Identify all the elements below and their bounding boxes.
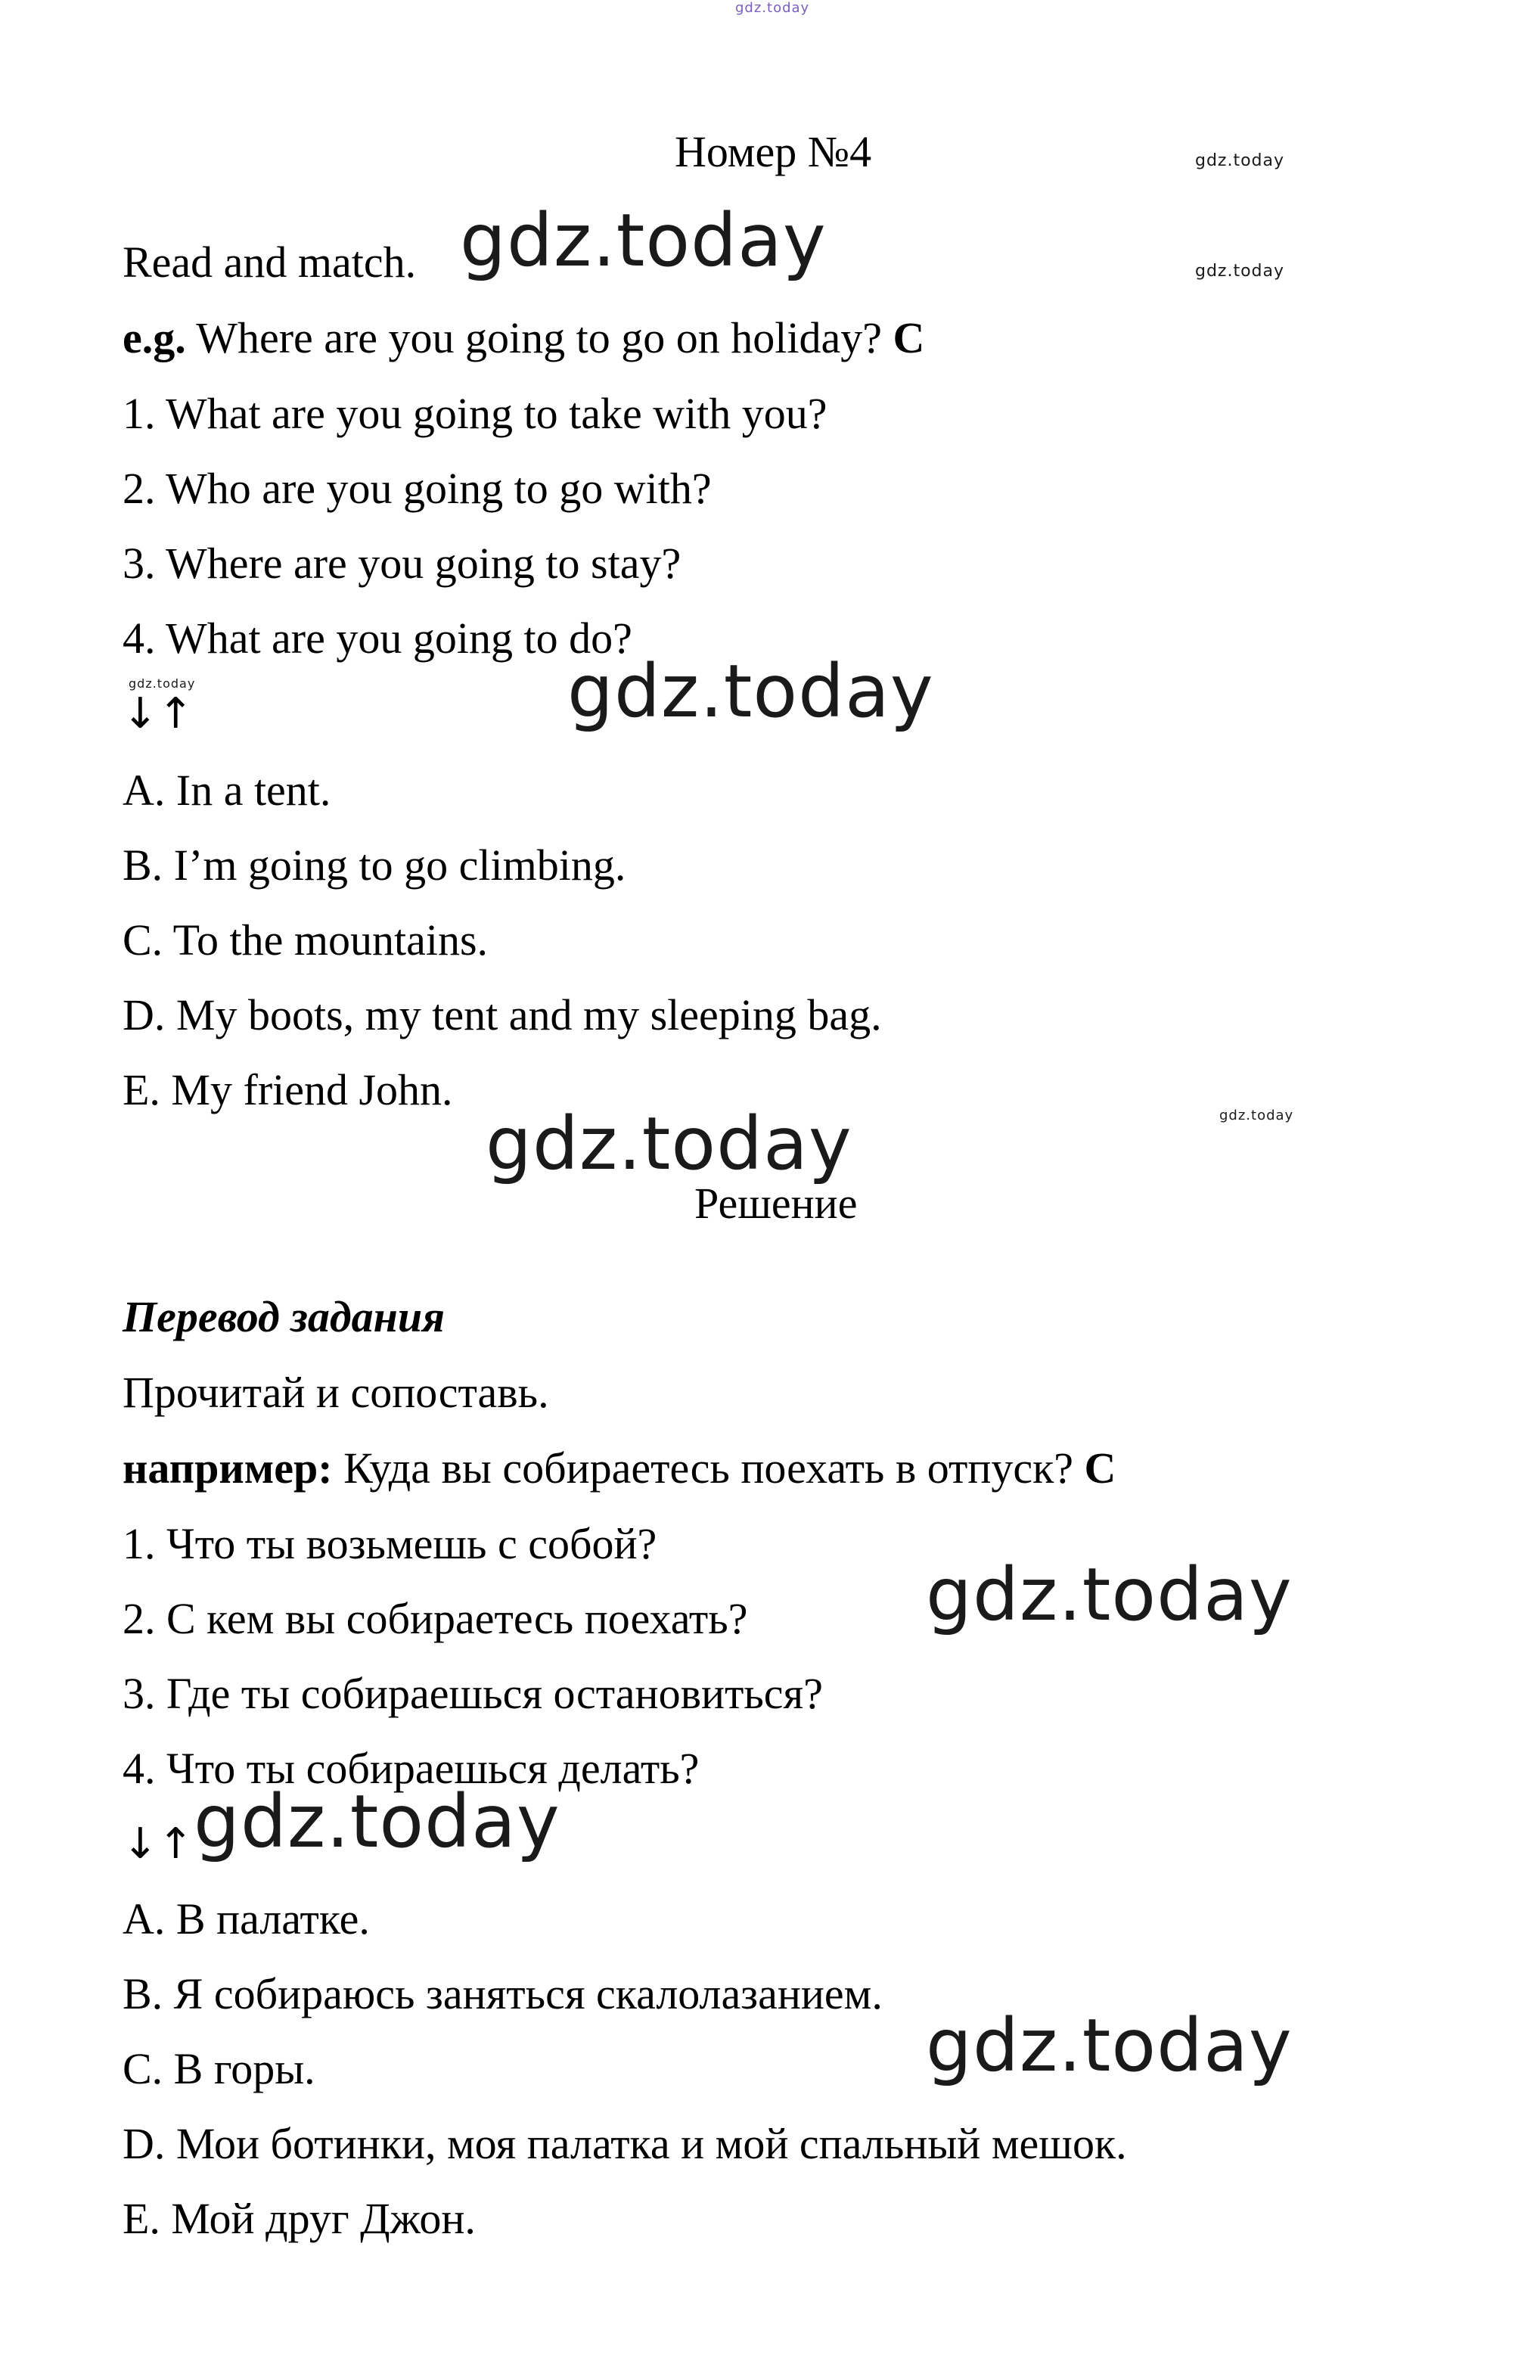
example-answer: C	[893, 313, 925, 362]
watermark-tiny-arrows: gdz.today	[129, 676, 196, 691]
arrows-icon-ru: ↓↑	[123, 1819, 194, 1869]
question-4-ru: 4. Что ты собираешься делать?	[123, 1744, 700, 1793]
example-question: Where are you going to go on holiday?	[185, 313, 893, 362]
translation-title: Перевод задания	[123, 1292, 445, 1341]
answer-e-en: E. My friend John.	[123, 1065, 453, 1114]
watermark-top: gdz.today	[735, 0, 810, 16]
question-1-ru: 1. Что ты возьмешь с собой?	[123, 1519, 657, 1568]
watermark-big-3: gdz.today	[486, 1101, 852, 1186]
example-question-ru: Куда вы собираетесь поехать в отпуск?	[332, 1443, 1085, 1493]
question-2-en: 2. Who are you going to go with?	[123, 464, 712, 513]
instruction-ru: Прочитай и сопоставь.	[123, 1368, 549, 1417]
example-prefix-ru: например:	[123, 1443, 333, 1493]
question-4-en: 4. What are you going to do?	[123, 614, 632, 663]
watermark-small-1: gdz.today	[1195, 151, 1285, 170]
answer-a-ru: A. В палатке.	[123, 1894, 370, 1943]
watermark-big-1: gdz.today	[460, 198, 827, 283]
watermark-big-5: gdz.today	[194, 1779, 560, 1864]
watermark-small-3: gdz.today	[1219, 1108, 1294, 1123]
watermark-big-2: gdz.today	[567, 649, 934, 734]
answer-e-ru: E. Мой друг Джон.	[123, 2194, 476, 2243]
answer-a-en: A. In a tent.	[123, 766, 331, 815]
arrows-icon-en: ↓↑	[123, 689, 194, 738]
exercise-title: Номер №4	[675, 127, 872, 176]
example-answer-ru: C	[1084, 1443, 1116, 1493]
example-line-en	[123, 313, 925, 362]
answer-b-ru: B. Я собираюсь заняться скалолазанием.	[123, 1969, 883, 2018]
example-prefix: e.g.	[123, 313, 186, 362]
question-3-ru: 3. Где ты собираешься остановиться?	[123, 1669, 823, 1718]
question-1-en: 1. What are you going to take with you?	[123, 389, 827, 438]
answer-c-en: C. To the mountains.	[123, 915, 489, 965]
watermark-big-6: gdz.today	[926, 2003, 1293, 2088]
answer-b-en: B. I’m going to go climbing.	[123, 840, 626, 890]
answer-c-ru: C. В горы.	[123, 2044, 315, 2093]
watermark-big-4: gdz.today	[926, 1552, 1293, 1637]
question-2-ru: 2. С кем вы собираетесь поехать?	[123, 1594, 748, 1643]
example-line-ru	[123, 1443, 1116, 1493]
instruction-en: Read and match.	[123, 238, 417, 287]
answer-d-ru: D. Мои ботинки, моя палатка и мой спальный мешок.	[123, 2119, 1127, 2168]
watermark-small-2: gdz.today	[1195, 262, 1285, 281]
question-3-en: 3. Where are you going to stay?	[123, 539, 682, 588]
answer-d-en: D. My boots, my tent and my sleeping bag.	[123, 990, 882, 1039]
solution-heading: Решение	[694, 1179, 858, 1228]
